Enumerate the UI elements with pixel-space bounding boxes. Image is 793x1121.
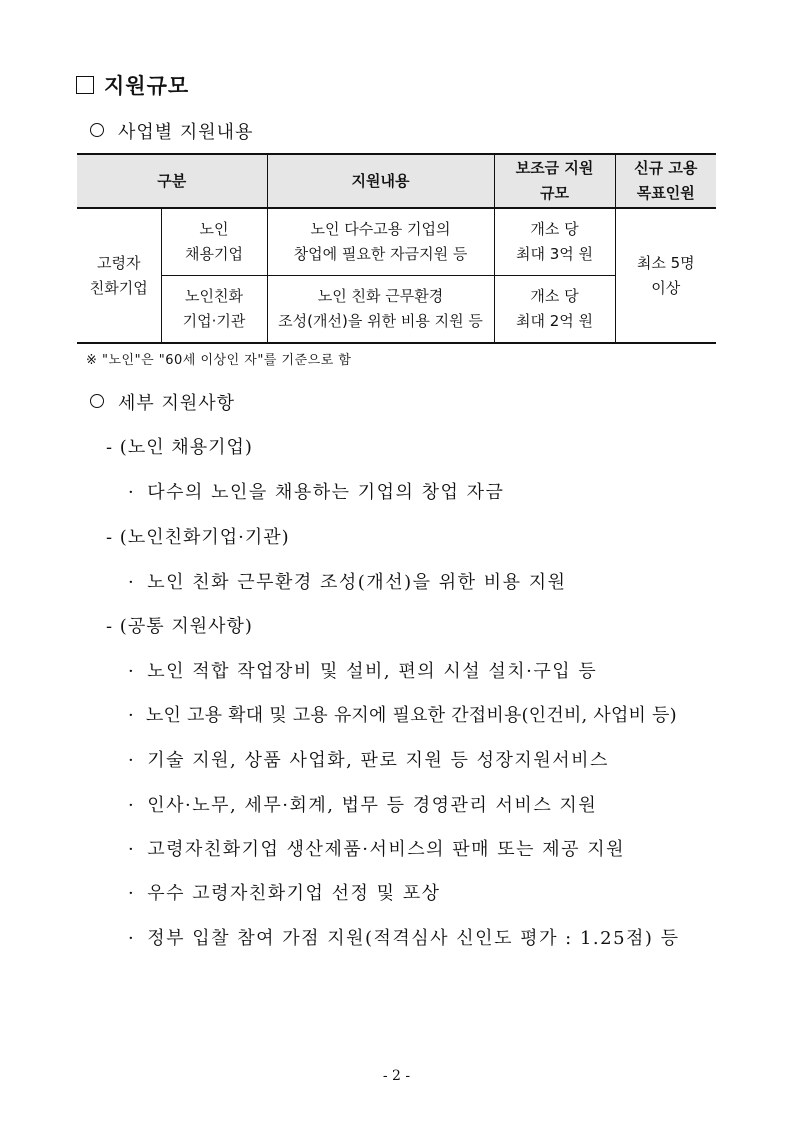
list-item: · 정부 입찰 참여 가점 지원(적격심사 신인도 평가 : 1.25점) 등 (128, 928, 680, 949)
subsection-title: - (공통 지원사항) (106, 616, 253, 637)
subsidy-cell: 개소 당 최대 2억 원 (494, 276, 615, 344)
list-item: · 노인 적합 작업장비 및 설비, 편의 시설 설치·구입 등 (128, 661, 598, 682)
support-table (77, 153, 716, 344)
subsection-title: - (노인친화기업·기관) (106, 527, 290, 548)
list-item: · 고령자친화기업 생산제품·서비스의 판매 또는 제공 지원 (128, 839, 625, 860)
type-cell: 노인 채용기업 (161, 208, 267, 276)
list-item: · 우수 고령자친화기업 선정 및 포상 (128, 883, 441, 904)
table-header-row (77, 154, 716, 208)
section-heading (76, 70, 189, 100)
list-item: · 노인 친화 근무환경 조성(개선)을 위한 비용 지원 (128, 572, 567, 593)
header-hire-target: 신규 고용 목표인원 (615, 154, 716, 208)
header-content: 지원내용 (267, 154, 494, 208)
header-category: 구분 (77, 154, 267, 208)
section2-title: 세부 지원사항 (90, 389, 235, 415)
checkbox-square-icon (76, 76, 94, 94)
section1-title: 사업별 지원내용 (90, 118, 253, 144)
group-cell: 고령자 친화기업 (77, 208, 161, 343)
subsidy-cell: 개소 당 최대 3억 원 (494, 208, 615, 276)
list-item: · 인사·노무, 세무·회계, 법무 등 경영관리 서비스 지원 (128, 795, 598, 816)
list-item: · 기술 지원, 상품 사업화, 판로 지원 등 성장지원서비스 (128, 750, 609, 771)
page-number: - 2 - (382, 1068, 411, 1084)
hire-target-cell: 최소 5명 이상 (615, 208, 716, 343)
circle-bullet-icon (90, 394, 104, 408)
type-cell: 노인친화 기업·기관 (161, 276, 267, 344)
content-cell: 노인 다수고용 기업의 창업에 필요한 자금지원 등 (267, 208, 494, 276)
list-item: · 노인 고용 확대 및 고용 유지에 필요한 간접비용(인건비, 사업비 등) (128, 705, 677, 726)
table-row (77, 208, 716, 276)
header-subsidy: 보조금 지원 규모 (494, 154, 615, 208)
circle-bullet-icon (90, 123, 104, 137)
list-item: · 다수의 노인을 채용하는 기업의 창업 자금 (128, 482, 505, 503)
table-note: ※ "노인"은 "60세 이상인 자"를 기준으로 함 (86, 353, 352, 368)
heading-text: 지원규모 (104, 74, 190, 98)
subsection-title: - (노인 채용기업) (106, 437, 253, 458)
content-cell: 노인 친화 근무환경 조성(개선)을 위한 비용 지원 등 (267, 276, 494, 344)
